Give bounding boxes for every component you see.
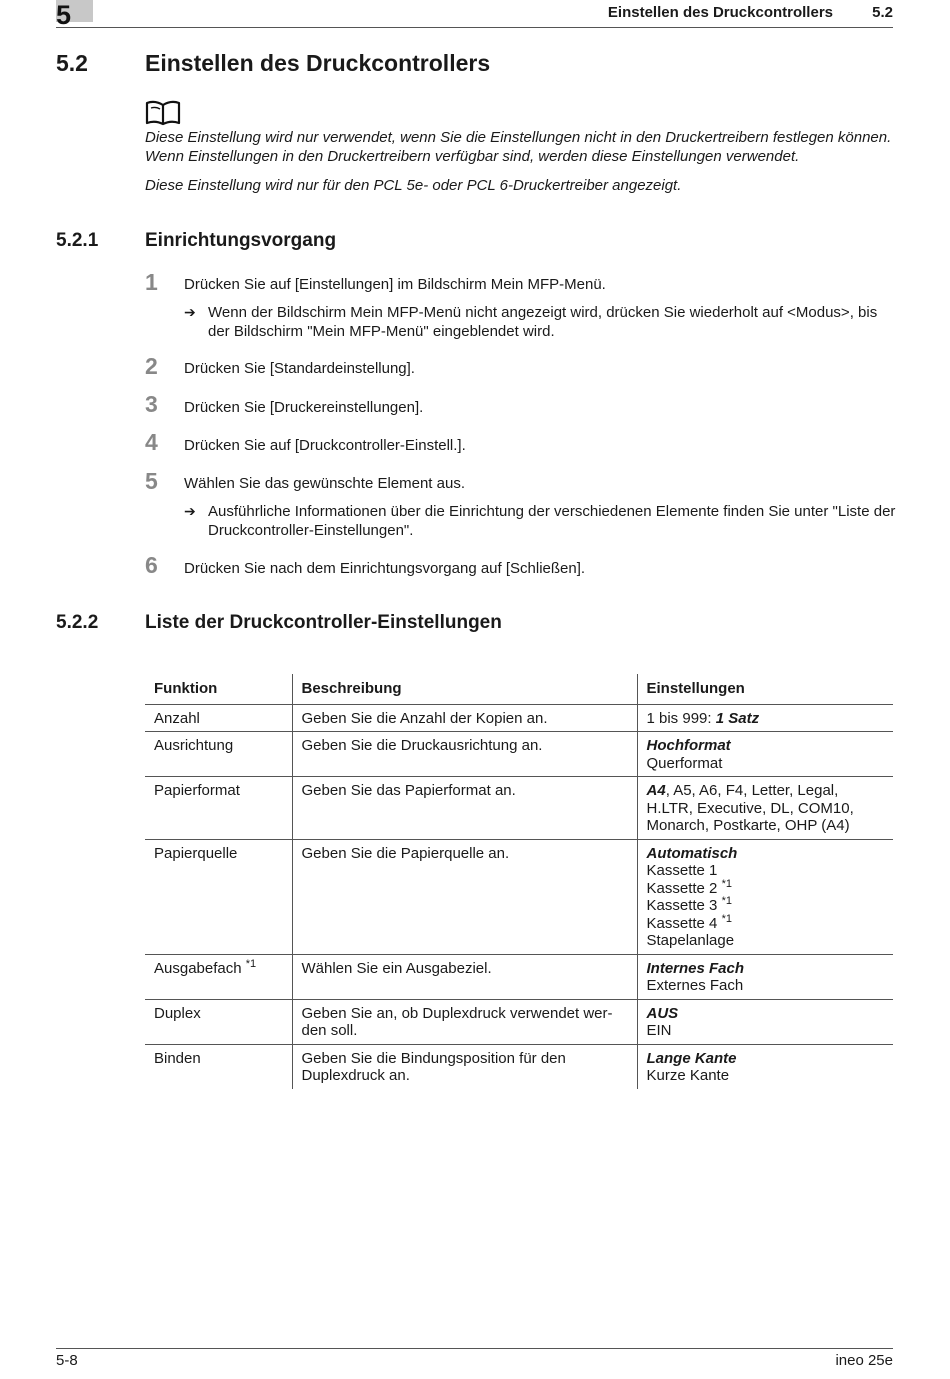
settings-value-line [647,897,885,915]
description-cell: Geben Sie die Papierquelle an. [292,839,637,954]
settings-cell [637,732,893,777]
description-cell: Geben Sie das Papierformat an. [292,777,637,840]
table-header-row [145,674,893,704]
default-value: Hochformat [646,737,731,754]
step-number: 6 [145,552,158,578]
table-row [145,839,893,954]
settings-value: Kassette 1 [646,862,718,879]
settings-value: Stapelanlage [646,932,735,949]
column-header: Funktion [154,680,218,697]
settings-value: Externes Fach [646,977,744,994]
function-cell: Papierformat [154,782,240,799]
settings-cell [637,954,893,999]
settings-cell [637,777,893,840]
description-line: Duplexdruck an. [301,1067,410,1084]
step-text: Drücken Sie auf [Druckcontroller-Einstell.]. [184,437,466,454]
default-value: AUS [646,1004,679,1022]
function-cell: Binden [154,1049,201,1067]
step-subtext: Ausführliche Informationen über die Einrichtung der verschiedenen Elemente finden Sie unter "Liste der Druckcontroller-Einstellungen". [208,503,896,539]
description-cell: Geben Sie die Anzahl der Kopien an. [292,704,637,732]
default-value: Lange Kante [646,1049,737,1067]
description-line: Geben Sie an, ob Duplexdruck verwendet wer- [301,1004,613,1022]
table-row [145,704,893,732]
table-row [145,777,893,840]
step-number: 2 [145,353,158,379]
description-cell [292,1044,637,1089]
default-value: A4 [646,782,666,799]
function-cell: Ausrichtung [154,737,234,754]
table-row [145,732,893,777]
running-header-section: 5.2 [872,4,893,21]
settings-value: Kassette 4 [646,914,718,932]
book-icon [145,100,181,126]
section-number: 5.2 [56,50,88,76]
page-number: 5-8 [56,1352,78,1369]
function-label: Ausgabefach [154,959,242,977]
note-paragraph: Diese Einstellung wird nur für den PCL 5e- oder PCL 6-Druckertreiber angezeigt. [145,177,682,194]
settings-cell [637,704,893,732]
subsection-number: 5.2.1 [56,230,99,251]
function-cell: Papierquelle [154,844,238,862]
subsection-number: 5.2.2 [56,612,99,633]
running-header-title: Einstellen des Druckcontrollers [607,4,833,21]
settings-value: Querformat [646,754,723,772]
settings-value-line [646,877,885,898]
footnote-marker: *1 [721,912,732,925]
note-paragraph: Diese Einstellung wird nur verwendet, wenn Sie die Einstellungen nicht in den Druckertreibern festlegen können. Wenn Einstellungen in den Druckertreibern verfügbar sind, werden diese Einstellungen verwendet. [145,129,892,165]
column-header: Einstellungen [637,674,893,704]
column-header: Beschreibung [292,674,637,704]
chapter-number: 5 [56,0,72,30]
subsection-title: Einrichtungsvorgang [145,230,337,251]
function-cell [145,954,292,999]
description-cell [292,999,637,1044]
description-line: Geben Sie die Bindungsposition für den [301,1049,566,1067]
footer-rule [56,1348,893,1349]
settings-value: 1 bis 999: [646,709,716,727]
settings-value-line [646,912,885,933]
step-text: Wählen Sie das gewünschte Element aus. [184,475,465,492]
step-number: 3 [145,391,158,417]
table-row [145,1044,893,1089]
settings-value: Kurze Kante [646,1067,730,1084]
function-cell: Anzahl [154,709,200,727]
default-value: Automatisch [646,844,738,862]
step-text: Drücken Sie auf [Einstellungen] im Bildschirm Mein MFP-Menü. [184,276,606,293]
settings-value: Kassette 2 [646,879,718,897]
step-number: 5 [145,468,158,494]
function-cell: Duplex [154,1004,201,1022]
settings-cell [637,1044,893,1089]
arrow-icon: ➔ [184,503,196,519]
settings-cell [637,999,893,1044]
footnote-marker: *1 [245,957,257,970]
settings-cell [637,839,893,954]
table-row [145,999,893,1044]
settings-value: , A5, A6, F4, Letter, Legal, H.LTR, Executive, DL, COM10, Monarch, Postkarte, OHP (A4) [646,782,854,834]
arrow-icon: ➔ [184,304,196,320]
table-row [145,954,893,999]
footnote-marker: *1 [721,895,732,907]
step-subtext: Wenn der Bildschirm Mein MFP-Menü nicht angezeigt wird, drücken Sie wiederholt auf <Modus>, bis der Bildschirm "Mein MFP-Menü" eingeblendet wird. [208,304,878,340]
section-title: Einstellen des Druckcontrollers [145,50,491,76]
step-text: Drücken Sie [Standardeinstellung]. [184,360,415,377]
settings-table [145,674,893,1089]
step-number: 1 [145,269,158,295]
default-value: 1 Satz [715,709,760,727]
description-line: den soll. [301,1022,358,1039]
step-text: Drücken Sie [Druckereinstellungen]. [184,399,424,416]
settings-value: Kassette 3 [646,897,718,914]
description-cell: Wählen Sie ein Ausgabeziel. [292,954,637,999]
product-name: ineo 25e [835,1352,893,1369]
default-value: Internes Fach [646,959,745,977]
footnote-marker: *1 [721,877,732,890]
step-text: Drücken Sie nach dem Einrichtungsvorgang auf [Schließen]. [184,560,586,577]
step-number: 4 [145,429,158,455]
subsection-title: Liste der Druckcontroller-Einstellungen [145,612,502,633]
header-rule [56,27,893,28]
settings-value: EIN [646,1022,672,1039]
description-cell: Geben Sie die Druckausrichtung an. [292,732,637,777]
